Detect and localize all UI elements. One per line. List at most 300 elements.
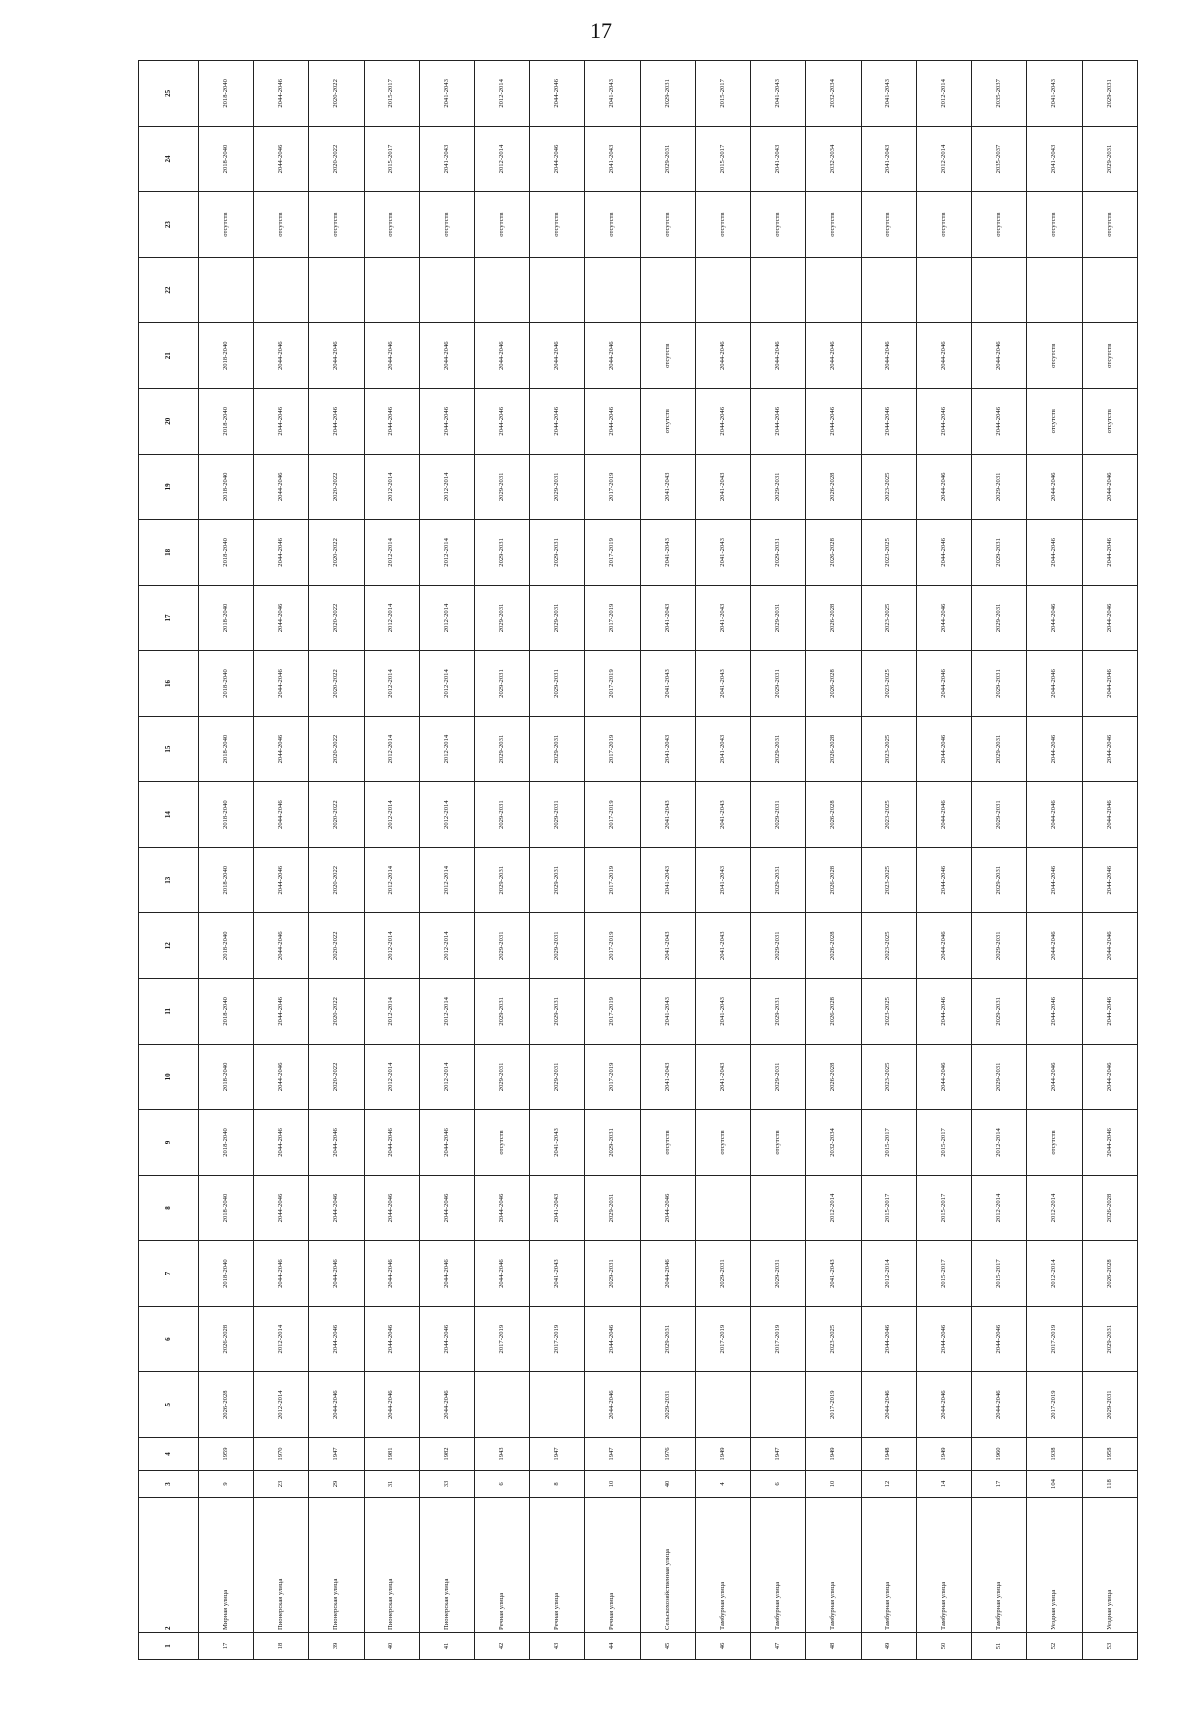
table-cell: 2044-2046 bbox=[254, 389, 309, 455]
table-cell: 2029-2031 bbox=[751, 847, 806, 913]
table-cell: 2026-2028 bbox=[806, 454, 861, 520]
table-cell: 18 bbox=[254, 1633, 309, 1660]
table-cell: 24 bbox=[139, 126, 199, 192]
table-cell: 2012-2014 bbox=[419, 716, 474, 782]
table-cell: 2029-2031 bbox=[475, 585, 530, 651]
table-cell: 2018-2040 bbox=[198, 1044, 253, 1110]
table-cell: 1 bbox=[139, 1633, 199, 1660]
table-cell: 2012-2014 bbox=[1027, 1241, 1082, 1307]
table-cell: отсутств bbox=[364, 192, 419, 258]
table-cell bbox=[364, 257, 419, 323]
table-cell: 2041-2043 bbox=[640, 1044, 695, 1110]
table-cell: 2041-2043 bbox=[640, 585, 695, 651]
table-cell: 2044-2046 bbox=[916, 389, 971, 455]
table-cell: 2029-2031 bbox=[751, 651, 806, 717]
table-cell: 2044-2046 bbox=[640, 1175, 695, 1241]
table-cell: 2012-2014 bbox=[419, 651, 474, 717]
table-row bbox=[1082, 61, 1137, 1660]
table-cell: 2012-2014 bbox=[419, 913, 474, 979]
table-cell: 2017-2019 bbox=[585, 651, 640, 717]
table-cell: 2032-2034 bbox=[806, 126, 861, 192]
table-cell: 2012-2014 bbox=[419, 520, 474, 586]
table-cell: 1982 bbox=[419, 1438, 474, 1471]
table-cell: 2029-2031 bbox=[585, 1110, 640, 1176]
table-cell: 9 bbox=[139, 1110, 199, 1176]
page-number: 17 bbox=[590, 18, 612, 43]
table-cell: 2018-2040 bbox=[198, 1175, 253, 1241]
table-cell: 2026-2028 bbox=[806, 716, 861, 782]
table-cell: 1948 bbox=[861, 1438, 916, 1471]
table-cell bbox=[751, 257, 806, 323]
table-row bbox=[640, 61, 695, 1660]
table-cell: 2020-2022 bbox=[309, 61, 364, 127]
table-cell: 2041-2043 bbox=[530, 1110, 585, 1176]
table-cell: 2023-2025 bbox=[861, 1044, 916, 1110]
table-cell: 2044-2046 bbox=[309, 1175, 364, 1241]
table-cell: 2044-2046 bbox=[1027, 585, 1082, 651]
table-cell: 2044-2046 bbox=[530, 389, 585, 455]
table-cell: 2017-2019 bbox=[475, 1306, 530, 1372]
table-cell: отсутств bbox=[640, 389, 695, 455]
table-cell bbox=[530, 257, 585, 323]
table-cell: 2044-2046 bbox=[1082, 913, 1137, 979]
table-cell: 2018-2040 bbox=[198, 847, 253, 913]
table-cell: 2041-2043 bbox=[530, 1175, 585, 1241]
table-cell: 2017-2019 bbox=[585, 913, 640, 979]
table-cell: 2044-2046 bbox=[1027, 847, 1082, 913]
table-cell: отсутств bbox=[972, 192, 1027, 258]
table-cell: 2044-2046 bbox=[475, 1241, 530, 1307]
table-cell: 2032-2034 bbox=[806, 1110, 861, 1176]
table-cell: 2041-2043 bbox=[695, 847, 750, 913]
table-cell: 2029-2031 bbox=[751, 520, 806, 586]
table-cell: Тамбурная улица bbox=[972, 1498, 1027, 1633]
table-cell: 2029-2031 bbox=[530, 782, 585, 848]
table-cell: 3 bbox=[139, 1471, 199, 1498]
table-cell: 2044-2046 bbox=[364, 323, 419, 389]
table-cell: 2012-2014 bbox=[475, 126, 530, 192]
table-cell: 2023-2025 bbox=[861, 979, 916, 1045]
table-cell: 2044-2046 bbox=[254, 782, 309, 848]
table-cell: 2044-2046 bbox=[916, 979, 971, 1045]
table-row bbox=[254, 61, 309, 1660]
table-cell: 2029-2031 bbox=[640, 126, 695, 192]
table-cell: 2029-2031 bbox=[972, 782, 1027, 848]
table-cell: 2012-2014 bbox=[364, 585, 419, 651]
table-cell: 2044-2046 bbox=[1027, 1044, 1082, 1110]
table-cell: отсутств bbox=[475, 1110, 530, 1176]
table-cell: 2041-2043 bbox=[640, 979, 695, 1045]
table-cell: отсутств bbox=[1027, 1110, 1082, 1176]
table-cell: 2044-2046 bbox=[419, 389, 474, 455]
table-cell: 2012-2014 bbox=[364, 782, 419, 848]
table-cell: 2041-2043 bbox=[695, 782, 750, 848]
table-cell: 2023-2025 bbox=[861, 847, 916, 913]
table-cell: 2041-2043 bbox=[640, 651, 695, 717]
table-cell: 2044-2046 bbox=[419, 1372, 474, 1438]
table-cell: 2044-2046 bbox=[1082, 651, 1137, 717]
table-cell: 1947 bbox=[530, 1438, 585, 1471]
table-cell: 2018-2040 bbox=[198, 1110, 253, 1176]
table-cell: Тамбурная улица bbox=[861, 1498, 916, 1633]
table-cell: 2044-2046 bbox=[309, 1372, 364, 1438]
table-row bbox=[530, 61, 585, 1660]
table-cell: 2029-2031 bbox=[475, 651, 530, 717]
table-cell: 2044-2046 bbox=[419, 1306, 474, 1372]
table-cell: 2029-2031 bbox=[530, 847, 585, 913]
table-cell: 2017-2019 bbox=[585, 520, 640, 586]
table-cell: 1938 bbox=[1027, 1438, 1082, 1471]
table-cell: 2041-2043 bbox=[695, 454, 750, 520]
table-cell: 2032-2034 bbox=[806, 61, 861, 127]
table-cell: 2015-2017 bbox=[695, 126, 750, 192]
table-cell: 2020-2022 bbox=[309, 782, 364, 848]
table-cell: 2029-2031 bbox=[972, 585, 1027, 651]
table-cell: Пионерская улица bbox=[254, 1498, 309, 1633]
table-cell: 2029-2031 bbox=[585, 1241, 640, 1307]
table-cell bbox=[585, 257, 640, 323]
table-cell: 2029-2031 bbox=[530, 716, 585, 782]
table-cell: 2015-2017 bbox=[916, 1110, 971, 1176]
table-cell: 2041-2043 bbox=[751, 126, 806, 192]
table-cell: 6 bbox=[751, 1471, 806, 1498]
table-cell: 2041-2043 bbox=[751, 61, 806, 127]
table-cell: 2041-2043 bbox=[861, 61, 916, 127]
table-cell: отсутств bbox=[475, 192, 530, 258]
table-cell: 2041-2043 bbox=[640, 454, 695, 520]
table-cell: 2018-2040 bbox=[198, 651, 253, 717]
table-cell: 2044-2046 bbox=[475, 323, 530, 389]
table-cell: 2012-2014 bbox=[364, 454, 419, 520]
table-cell: 2017-2019 bbox=[585, 782, 640, 848]
table-cell: Речная улица bbox=[530, 1498, 585, 1633]
table-cell: 1943 bbox=[475, 1438, 530, 1471]
table-cell: 2029-2031 bbox=[751, 782, 806, 848]
table-cell: 49 bbox=[861, 1633, 916, 1660]
table-cell: 2044-2046 bbox=[364, 1110, 419, 1176]
table-row bbox=[806, 61, 861, 1660]
table-cell: 2029-2031 bbox=[1082, 126, 1137, 192]
table-cell bbox=[254, 257, 309, 323]
table-cell: 10 bbox=[806, 1471, 861, 1498]
table-cell: 29 bbox=[309, 1471, 364, 1498]
table-cell: отсутств bbox=[309, 192, 364, 258]
table-cell: 2015-2017 bbox=[364, 126, 419, 192]
table-cell: 10 bbox=[139, 1044, 199, 1110]
table-cell: 2041-2043 bbox=[695, 520, 750, 586]
table-row bbox=[1027, 61, 1082, 1660]
table-cell: 2012-2014 bbox=[419, 1044, 474, 1110]
table-cell bbox=[309, 257, 364, 323]
table-cell: 2029-2031 bbox=[751, 585, 806, 651]
table-cell: 2044-2046 bbox=[1082, 520, 1137, 586]
table-cell: Тамбурная улица bbox=[695, 1498, 750, 1633]
table-cell: 2041-2043 bbox=[695, 913, 750, 979]
table-cell: 2029-2031 bbox=[475, 847, 530, 913]
table-cell: 2029-2031 bbox=[640, 61, 695, 127]
table-cell: 2044-2046 bbox=[254, 651, 309, 717]
table-cell: 2044-2046 bbox=[254, 585, 309, 651]
table-cell: 2029-2031 bbox=[972, 651, 1027, 717]
table-cell: 2026-2028 bbox=[806, 1044, 861, 1110]
table-cell: 2020-2022 bbox=[309, 651, 364, 717]
table-cell: 2017-2019 bbox=[585, 585, 640, 651]
table-cell: 2015-2017 bbox=[861, 1110, 916, 1176]
table-cell: отсутств bbox=[1082, 389, 1137, 455]
table-cell: 2017-2019 bbox=[1027, 1306, 1082, 1372]
table-row bbox=[972, 61, 1027, 1660]
table-cell: 2029-2031 bbox=[972, 979, 1027, 1045]
table-cell: 6 bbox=[475, 1471, 530, 1498]
table-cell: 2044-2046 bbox=[530, 126, 585, 192]
housing-table bbox=[138, 60, 1138, 1660]
table-cell: 22 bbox=[139, 257, 199, 323]
table-cell: 2044-2046 bbox=[1082, 1044, 1137, 1110]
table-cell: 2029-2031 bbox=[475, 979, 530, 1045]
table-cell: 2018-2040 bbox=[198, 454, 253, 520]
document-scan-area bbox=[138, 60, 1138, 1660]
table-row bbox=[475, 61, 530, 1660]
table-cell: 2041-2043 bbox=[1027, 126, 1082, 192]
table-cell: 40 bbox=[364, 1633, 419, 1660]
table-cell: 17 bbox=[139, 585, 199, 651]
table-cell: 2044-2046 bbox=[695, 323, 750, 389]
table-cell: 2012-2014 bbox=[419, 454, 474, 520]
table-cell: 2044-2046 bbox=[254, 61, 309, 127]
table-cell: 2018-2040 bbox=[198, 585, 253, 651]
table-cell: 2044-2046 bbox=[254, 323, 309, 389]
table-cell: 2018-2040 bbox=[198, 61, 253, 127]
table-cell: 44 bbox=[585, 1633, 640, 1660]
table-cell: 1960 bbox=[972, 1438, 1027, 1471]
table-cell: 2044-2046 bbox=[254, 1241, 309, 1307]
table-cell bbox=[695, 257, 750, 323]
table-cell: 5 bbox=[139, 1372, 199, 1438]
table-cell: 2015-2017 bbox=[364, 61, 419, 127]
table-row bbox=[751, 61, 806, 1660]
table-cell: 2012-2014 bbox=[254, 1372, 309, 1438]
table-cell: 15 bbox=[139, 716, 199, 782]
table-cell: 2026-2028 bbox=[1082, 1241, 1137, 1307]
table-cell: 2044-2046 bbox=[972, 1372, 1027, 1438]
table-cell: 2029-2031 bbox=[1082, 61, 1137, 127]
table-cell: 2012-2014 bbox=[972, 1110, 1027, 1176]
table-cell: отсутств bbox=[585, 192, 640, 258]
table-cell: 2044-2046 bbox=[254, 1175, 309, 1241]
table-cell: 2029-2031 bbox=[751, 979, 806, 1045]
table-cell: 2018-2040 bbox=[198, 716, 253, 782]
table-cell: 2041-2043 bbox=[640, 782, 695, 848]
table-cell: 2044-2046 bbox=[1082, 1110, 1137, 1176]
table-cell: 12 bbox=[139, 913, 199, 979]
table-cell: 2026-2028 bbox=[198, 1306, 253, 1372]
table-cell bbox=[972, 257, 1027, 323]
rotated-table-wrapper bbox=[138, 60, 1138, 1660]
table-cell: 2044-2046 bbox=[254, 126, 309, 192]
table-cell: 2044-2046 bbox=[861, 323, 916, 389]
table-cell: 45 bbox=[640, 1633, 695, 1660]
table-cell: 2044-2046 bbox=[585, 1306, 640, 1372]
table-cell: Тамбурная улица bbox=[806, 1498, 861, 1633]
table-cell: 2044-2046 bbox=[585, 1372, 640, 1438]
table-cell: 2029-2031 bbox=[1082, 1372, 1137, 1438]
table-cell: 2012-2014 bbox=[364, 520, 419, 586]
table-cell: 2029-2031 bbox=[751, 1241, 806, 1307]
table-cell: 2044-2046 bbox=[530, 323, 585, 389]
table-cell: 2017-2019 bbox=[585, 979, 640, 1045]
table-cell: 2041-2043 bbox=[585, 61, 640, 127]
table-cell: 2029-2031 bbox=[972, 913, 1027, 979]
table-cell: 2044-2046 bbox=[475, 1175, 530, 1241]
table-cell: 2029-2031 bbox=[751, 716, 806, 782]
table-cell: 2044-2046 bbox=[861, 1306, 916, 1372]
table-cell: 2044-2046 bbox=[916, 585, 971, 651]
table-cell: 2029-2031 bbox=[751, 1044, 806, 1110]
table-cell: 2029-2031 bbox=[640, 1306, 695, 1372]
table-cell: 9 bbox=[198, 1471, 253, 1498]
table-cell: 104 bbox=[1027, 1471, 1082, 1498]
table-cell: 1976 bbox=[640, 1438, 695, 1471]
table-cell: 2044-2046 bbox=[419, 1175, 474, 1241]
table-cell: 2044-2046 bbox=[916, 651, 971, 717]
table-cell: отсутств bbox=[751, 1110, 806, 1176]
table-cell: 1959 bbox=[198, 1438, 253, 1471]
table-row bbox=[364, 61, 419, 1660]
table-cell: 2044-2046 bbox=[916, 520, 971, 586]
table-row bbox=[861, 61, 916, 1660]
table-cell: 2018-2040 bbox=[198, 520, 253, 586]
table-cell bbox=[530, 1372, 585, 1438]
table-cell: 2018-2040 bbox=[198, 913, 253, 979]
table-row bbox=[585, 61, 640, 1660]
table-cell: 2044-2046 bbox=[1082, 979, 1137, 1045]
table-cell: 2044-2046 bbox=[1082, 847, 1137, 913]
table-cell: 2029-2031 bbox=[640, 1372, 695, 1438]
table-cell: 48 bbox=[806, 1633, 861, 1660]
table-row bbox=[198, 61, 253, 1660]
table-cell: 12 bbox=[861, 1471, 916, 1498]
table-cell: 2044-2046 bbox=[916, 782, 971, 848]
table-cell: 2017-2019 bbox=[585, 716, 640, 782]
table-cell bbox=[198, 257, 253, 323]
table-cell: 2044-2046 bbox=[530, 61, 585, 127]
table-cell bbox=[916, 257, 971, 323]
table-cell: 2044-2046 bbox=[254, 520, 309, 586]
table-cell: 2026-2028 bbox=[806, 782, 861, 848]
table-cell: 1947 bbox=[585, 1438, 640, 1471]
table-cell: 2044-2046 bbox=[972, 1306, 1027, 1372]
table-cell: 2035-2037 bbox=[972, 61, 1027, 127]
table-cell: 2020-2022 bbox=[309, 1044, 364, 1110]
table-cell: 2015-2017 bbox=[695, 61, 750, 127]
table-cell: 2020-2022 bbox=[309, 716, 364, 782]
table-cell: 2044-2046 bbox=[751, 323, 806, 389]
table-cell: 2023-2025 bbox=[861, 716, 916, 782]
table-cell: Пионерская улица bbox=[419, 1498, 474, 1633]
table-cell: 2012-2014 bbox=[364, 847, 419, 913]
table-cell: 2044-2046 bbox=[1027, 520, 1082, 586]
table-cell: отсутств bbox=[1027, 389, 1082, 455]
table-cell bbox=[695, 1175, 750, 1241]
table-cell: 31 bbox=[364, 1471, 419, 1498]
table-cell: 2044-2046 bbox=[916, 323, 971, 389]
table-cell: 2023-2025 bbox=[806, 1306, 861, 1372]
table-cell: 2044-2046 bbox=[419, 323, 474, 389]
table-cell: 2041-2043 bbox=[585, 126, 640, 192]
table-cell: 2044-2046 bbox=[1027, 782, 1082, 848]
table-cell: 6 bbox=[139, 1306, 199, 1372]
table-row bbox=[309, 61, 364, 1660]
table-cell: 2015-2017 bbox=[861, 1175, 916, 1241]
table-cell: Речная улица bbox=[585, 1498, 640, 1633]
table-cell: 2017-2019 bbox=[806, 1372, 861, 1438]
table-cell: 2044-2046 bbox=[254, 716, 309, 782]
table-cell: 2023-2025 bbox=[861, 520, 916, 586]
table-cell: отсутств bbox=[198, 192, 253, 258]
table-cell: 2041-2043 bbox=[861, 126, 916, 192]
table-cell: 2012-2014 bbox=[254, 1306, 309, 1372]
table-cell: 2044-2046 bbox=[916, 716, 971, 782]
table-cell: 2012-2014 bbox=[364, 979, 419, 1045]
table-cell: Тамбурная улица bbox=[751, 1498, 806, 1633]
table-cell: 2044-2046 bbox=[364, 1306, 419, 1372]
table-cell: 8 bbox=[139, 1175, 199, 1241]
table-cell: 2044-2046 bbox=[364, 389, 419, 455]
table-cell: 2029-2031 bbox=[530, 1044, 585, 1110]
table-cell: 2044-2046 bbox=[309, 323, 364, 389]
table-cell: Уездная улица bbox=[1027, 1498, 1082, 1633]
table-cell: 2018-2040 bbox=[198, 979, 253, 1045]
table-cell: отсутств bbox=[530, 192, 585, 258]
table-row bbox=[695, 61, 750, 1660]
table-cell: 2041-2043 bbox=[530, 1241, 585, 1307]
table-cell: 2026-2028 bbox=[1082, 1175, 1137, 1241]
table-cell: 2012-2014 bbox=[972, 1175, 1027, 1241]
table-cell: 2 bbox=[139, 1498, 199, 1633]
table-cell: 2012-2014 bbox=[419, 979, 474, 1045]
table-cell: 13 bbox=[139, 847, 199, 913]
table-cell: 17 bbox=[972, 1471, 1027, 1498]
table-cell: 1949 bbox=[916, 1438, 971, 1471]
table-cell: отсутств bbox=[1027, 323, 1082, 389]
table-cell: 1958 bbox=[1082, 1438, 1137, 1471]
table-cell: 2044-2046 bbox=[972, 323, 1027, 389]
table-cell: 2044-2046 bbox=[1027, 716, 1082, 782]
table-cell: Сельскохозяйственная улица bbox=[640, 1498, 695, 1633]
table-cell: 2029-2031 bbox=[475, 913, 530, 979]
table-cell: 1949 bbox=[806, 1438, 861, 1471]
table-cell: 2029-2031 bbox=[475, 716, 530, 782]
table-cell: 2044-2046 bbox=[1082, 585, 1137, 651]
table-cell: 2018-2040 bbox=[198, 323, 253, 389]
table-cell: 23 bbox=[254, 1471, 309, 1498]
table-cell: 2018-2040 bbox=[198, 782, 253, 848]
table-cell: Речная улица bbox=[475, 1498, 530, 1633]
table-cell: 2012-2014 bbox=[364, 913, 419, 979]
table-cell: 7 bbox=[139, 1241, 199, 1307]
table-cell bbox=[695, 1372, 750, 1438]
table-cell: 2044-2046 bbox=[254, 847, 309, 913]
table-cell: 1947 bbox=[309, 1438, 364, 1471]
table-cell: 2044-2046 bbox=[1082, 782, 1137, 848]
table-cell: 2029-2031 bbox=[530, 520, 585, 586]
table-cell: 2041-2043 bbox=[695, 716, 750, 782]
table-cell: отсутств bbox=[1082, 323, 1137, 389]
table-cell: отсутств bbox=[640, 1110, 695, 1176]
table-cell: 2012-2014 bbox=[364, 716, 419, 782]
table-cell: 14 bbox=[916, 1471, 971, 1498]
table-cell: отсутств bbox=[695, 1110, 750, 1176]
